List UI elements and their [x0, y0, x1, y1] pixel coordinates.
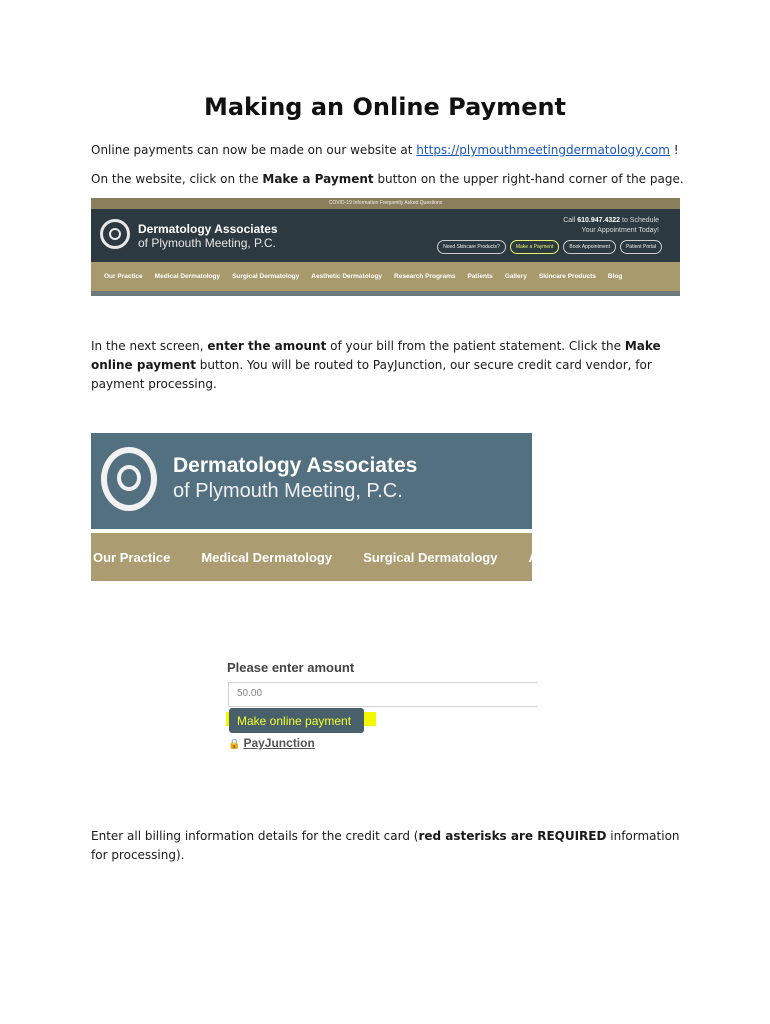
payment-form-screenshot — [226, 658, 532, 754]
step3-paragraph — [91, 827, 691, 865]
step3-text-end: information for processing). — [91, 829, 680, 862]
nav-item[interactable]: Patients — [467, 273, 493, 280]
nav-item[interactable]: Medical Dermatology — [154, 273, 221, 280]
payment-page-header-screenshot — [91, 433, 565, 581]
brand-name: Dermatology Associates — [173, 454, 418, 477]
nav-item[interactable]: Skincare Products — [538, 273, 596, 280]
hero-strip — [91, 291, 680, 296]
brand-subtitle: of Plymouth Meeting, P.C. — [173, 480, 403, 502]
intro-text-end: ! — [669, 143, 679, 157]
make-payment-button[interactable]: Make a Payment — [510, 240, 560, 254]
step2-text: In the next screen, — [91, 339, 208, 353]
page-title: Making an Online Payment — [203, 93, 567, 121]
call-prefix: Call — [563, 217, 578, 224]
step2-bold-button: Make online payment — [91, 339, 661, 372]
covid-topbar[interactable]: COVID-19 Information Frequently Asked Questions — [91, 198, 680, 209]
header-buttons — [437, 240, 662, 254]
phone-number: 610.947.4322 — [577, 217, 621, 224]
nav-item[interactable]: Blog — [607, 273, 623, 280]
nav-item[interactable]: Our Practice — [93, 549, 171, 565]
nav-item[interactable]: Research Programs — [394, 273, 456, 280]
nav-item[interactable]: Surgical Dermatology — [363, 549, 498, 565]
website-header-screenshot — [91, 198, 680, 296]
lock-icon: 🔒 — [228, 739, 241, 750]
patient-portal-button[interactable]: Patient Portal — [620, 240, 662, 254]
nav-item[interactable]: Aesthetic Dermatology — [311, 273, 383, 280]
call-line2: Your Appointment Today! — [581, 227, 659, 234]
step2-paragraph — [91, 337, 691, 394]
main-nav — [91, 533, 565, 581]
intro-text: Online payments can now be made on our website at — [91, 143, 417, 157]
nav-item[interactable]: Medical Dermatology — [201, 549, 333, 565]
website-link[interactable]: https://plymouthmeetingdermatology.com — [416, 143, 670, 157]
step2-text-mid: of your bill from the patient statement. Click the — [326, 339, 625, 353]
brand-subtitle: of Plymouth Meeting, P.C. — [138, 236, 276, 250]
nav-item[interactable]: Surgical Dermatology — [232, 273, 300, 280]
step2-text-end: button. You will be routed to PayJunction, our secure credit card vendor, for payment processing. — [91, 358, 652, 391]
logo-icon — [100, 219, 130, 249]
amount-label: Please enter amount — [227, 660, 355, 675]
logo-icon — [101, 447, 157, 511]
step1-bold: Make a Payment — [262, 172, 374, 186]
skincare-button[interactable]: Need Skincare Products? — [437, 240, 506, 254]
nav-item[interactable]: Gallery — [504, 273, 527, 280]
nav-item[interactable]: Our Practice — [104, 273, 143, 280]
make-online-payment-label: Make online payment — [237, 714, 352, 728]
header-bar — [91, 433, 532, 529]
intro-paragraph — [91, 141, 691, 160]
step1-text: On the website, click on the — [91, 172, 263, 186]
step1-text-end: button on the upper right-hand corner of the page. — [373, 172, 684, 186]
step3-text: Enter all billing information details for the credit card ( — [91, 829, 419, 843]
book-appointment-button[interactable]: Book Appointment — [563, 240, 616, 254]
call-suffix: to Schedule — [620, 217, 659, 224]
nav-item[interactable]: Aesth — [528, 549, 565, 565]
main-nav — [91, 262, 680, 291]
payjunction-label: PayJunction — [243, 736, 315, 750]
step2-bold-amount: enter the amount — [207, 339, 327, 353]
step3-bold: red asterisks are REQUIRED — [418, 829, 607, 843]
step1-paragraph — [91, 170, 691, 189]
brand-name: Dermatology Associates — [138, 222, 278, 236]
amount-input[interactable]: 50.00 — [228, 682, 538, 707]
header-bar — [91, 209, 680, 262]
payjunction-link[interactable] — [228, 736, 315, 750]
call-info — [563, 216, 659, 236]
